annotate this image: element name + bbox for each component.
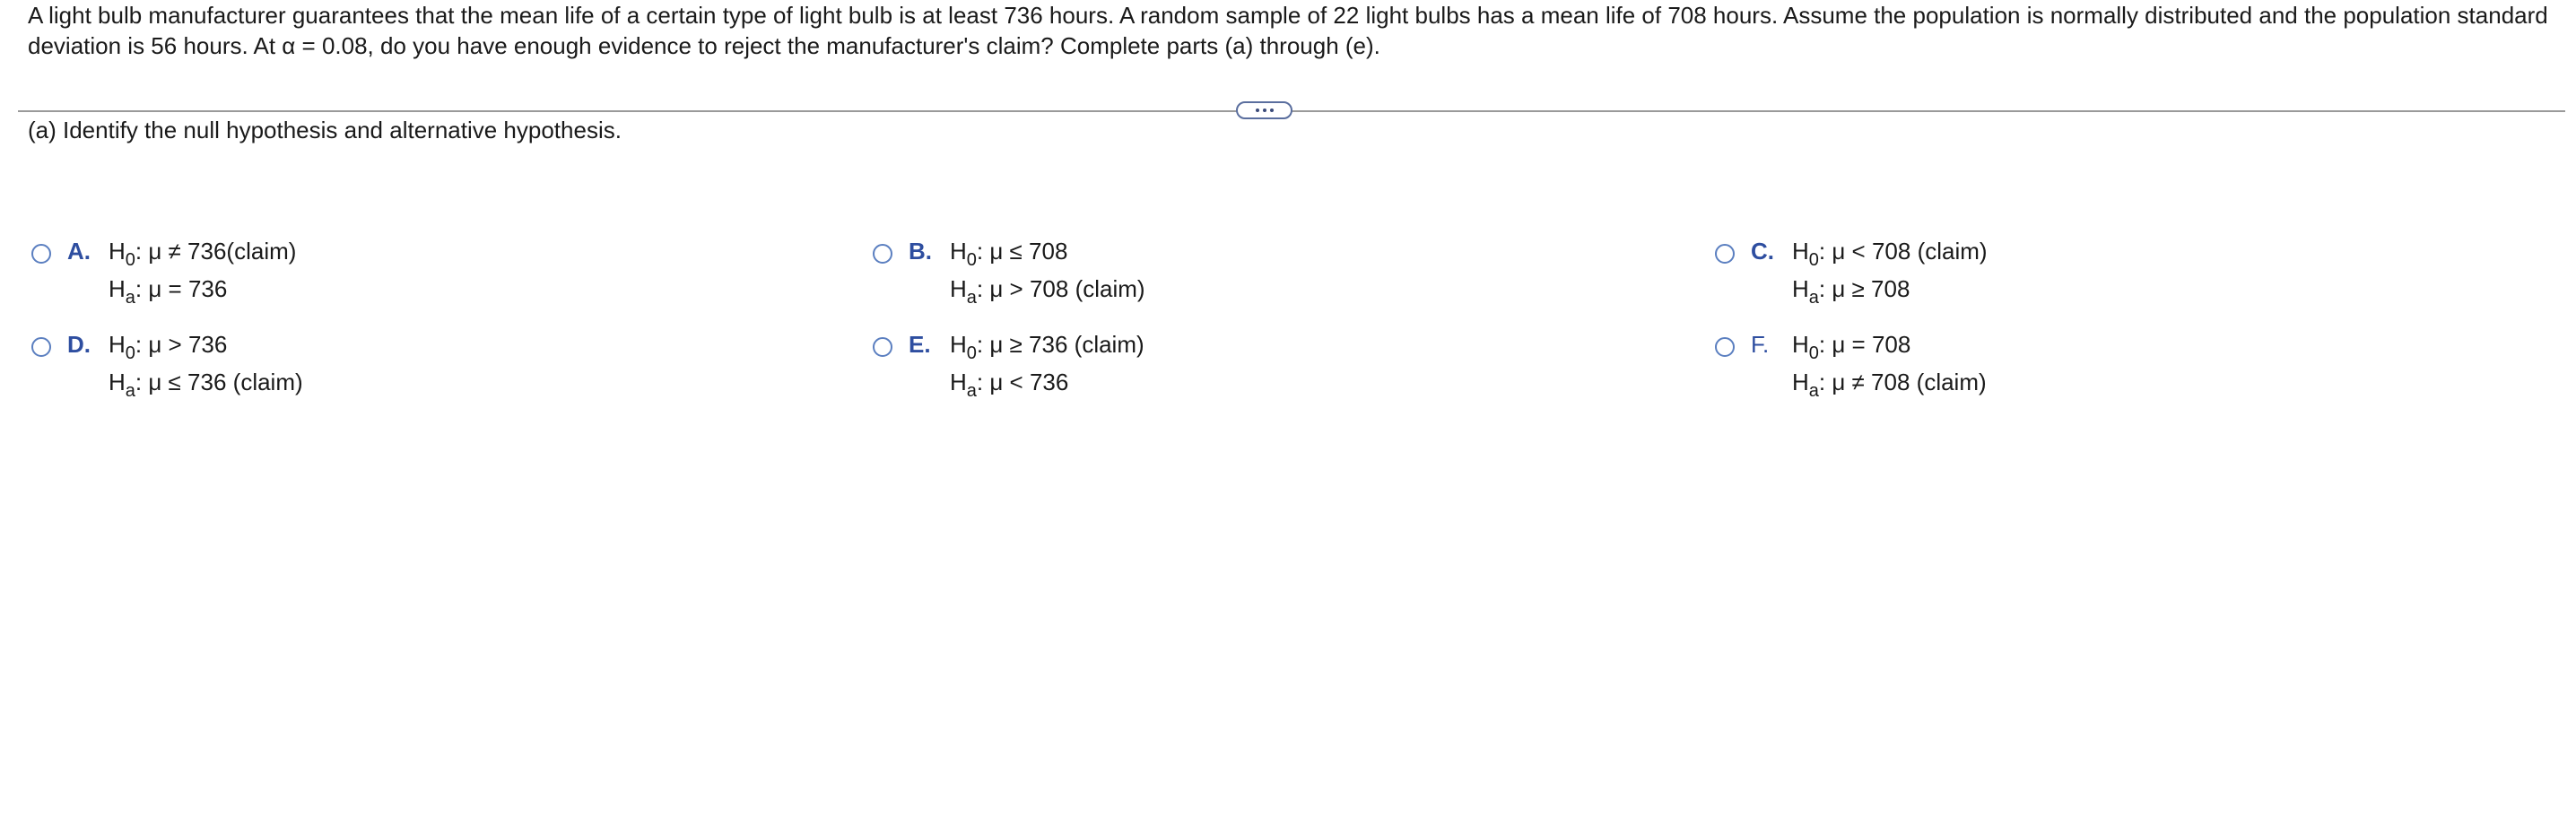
radio-button-d[interactable] <box>31 337 51 357</box>
h-symbol: H <box>109 275 126 302</box>
null-hypothesis-f <box>1792 329 1910 362</box>
ellipsis-dot-icon <box>1263 109 1266 112</box>
null-hypothesis-c <box>1792 236 1988 269</box>
h-symbol: H <box>1792 369 1809 395</box>
h-subscript: a <box>1808 381 1819 401</box>
part-a-prompt: (a) Identify the null hypothesis and alternative hypothesis. <box>28 117 622 143</box>
h-subscript: 0 <box>966 343 977 363</box>
option-letter-d: D. <box>67 331 91 358</box>
h-subscript: a <box>125 288 135 308</box>
h-symbol: H <box>109 369 126 395</box>
hypothesis-statement: : μ ≤ 708 <box>976 238 1068 265</box>
problem-text-line-1: A light bulb manufacturer guarantees that the mean life of a certain type of light bulb is at least 736 hours. A random sample of 22 light bulbs has a mean life of 708 hours. Assume the population is normally distributed and the population standard <box>28 2 2548 29</box>
hypothesis-statement: : μ ≥ 736 (claim) <box>976 331 1144 358</box>
h-subscript: a <box>125 381 135 401</box>
h-symbol: H <box>1792 331 1809 358</box>
hypothesis-statement: : μ < 736 <box>976 369 1069 395</box>
option-letter-a: A. <box>67 238 91 265</box>
problem-statement <box>28 0 2557 61</box>
hypothesis-statement: : μ < 708 (claim) <box>1818 238 1988 265</box>
h-subscript: a <box>966 288 977 308</box>
option-letter-b: B. <box>909 238 932 265</box>
expand-more-button[interactable] <box>1236 101 1292 119</box>
hypothesis-statement: : μ > 736 <box>135 331 228 358</box>
option-letter-f: F. <box>1751 331 1770 358</box>
hypothesis-statement: : μ = 708 <box>1818 331 1911 358</box>
h-symbol: H <box>950 275 967 302</box>
h-symbol: H <box>1792 275 1809 302</box>
hypothesis-statement: : μ ≤ 736 (claim) <box>135 369 303 395</box>
radio-button-f[interactable] <box>1715 337 1735 357</box>
radio-button-e[interactable] <box>873 337 892 357</box>
alt-hypothesis-f <box>1792 367 1987 400</box>
hypothesis-statement: : μ ≠ 736(claim) <box>135 238 297 265</box>
h-subscript: 0 <box>125 343 135 363</box>
hypothesis-statement: : μ ≠ 708 (claim) <box>1818 369 1987 395</box>
null-hypothesis-d <box>109 329 227 362</box>
problem-text-line-2: deviation is 56 hours. At α = 0.08, do you have enough evidence to reject the manufacturer's claim? Complete parts (a) through (e). <box>28 32 1380 59</box>
option-letter-c: C. <box>1751 238 1774 265</box>
h-subscript: a <box>966 381 977 401</box>
h-symbol: H <box>950 238 967 265</box>
alt-hypothesis-a <box>109 273 227 307</box>
null-hypothesis-b <box>950 236 1067 269</box>
hypothesis-statement: : μ = 736 <box>135 275 228 302</box>
alt-hypothesis-c <box>1792 273 1910 307</box>
alt-hypothesis-e <box>950 367 1068 400</box>
h-subscript: a <box>1808 288 1819 308</box>
radio-button-a[interactable] <box>31 244 51 264</box>
option-letter-e: E. <box>909 331 931 358</box>
ellipsis-dot-icon <box>1256 109 1259 112</box>
h-subscript: 0 <box>1808 343 1819 363</box>
h-symbol: H <box>109 331 126 358</box>
hypothesis-statement: : μ ≥ 708 <box>1818 275 1910 302</box>
h-subscript: 0 <box>1808 250 1819 270</box>
alt-hypothesis-b <box>950 273 1145 307</box>
null-hypothesis-a <box>109 236 296 269</box>
hypothesis-statement: : μ > 708 (claim) <box>976 275 1145 302</box>
radio-button-b[interactable] <box>873 244 892 264</box>
alt-hypothesis-d <box>109 367 303 400</box>
ellipsis-dot-icon <box>1270 109 1274 112</box>
h-symbol: H <box>950 331 967 358</box>
h-subscript: 0 <box>125 250 135 270</box>
h-symbol: H <box>1792 238 1809 265</box>
h-symbol: H <box>109 238 126 265</box>
h-symbol: H <box>950 369 967 395</box>
null-hypothesis-e <box>950 329 1144 362</box>
radio-button-c[interactable] <box>1715 244 1735 264</box>
h-subscript: 0 <box>966 250 977 270</box>
